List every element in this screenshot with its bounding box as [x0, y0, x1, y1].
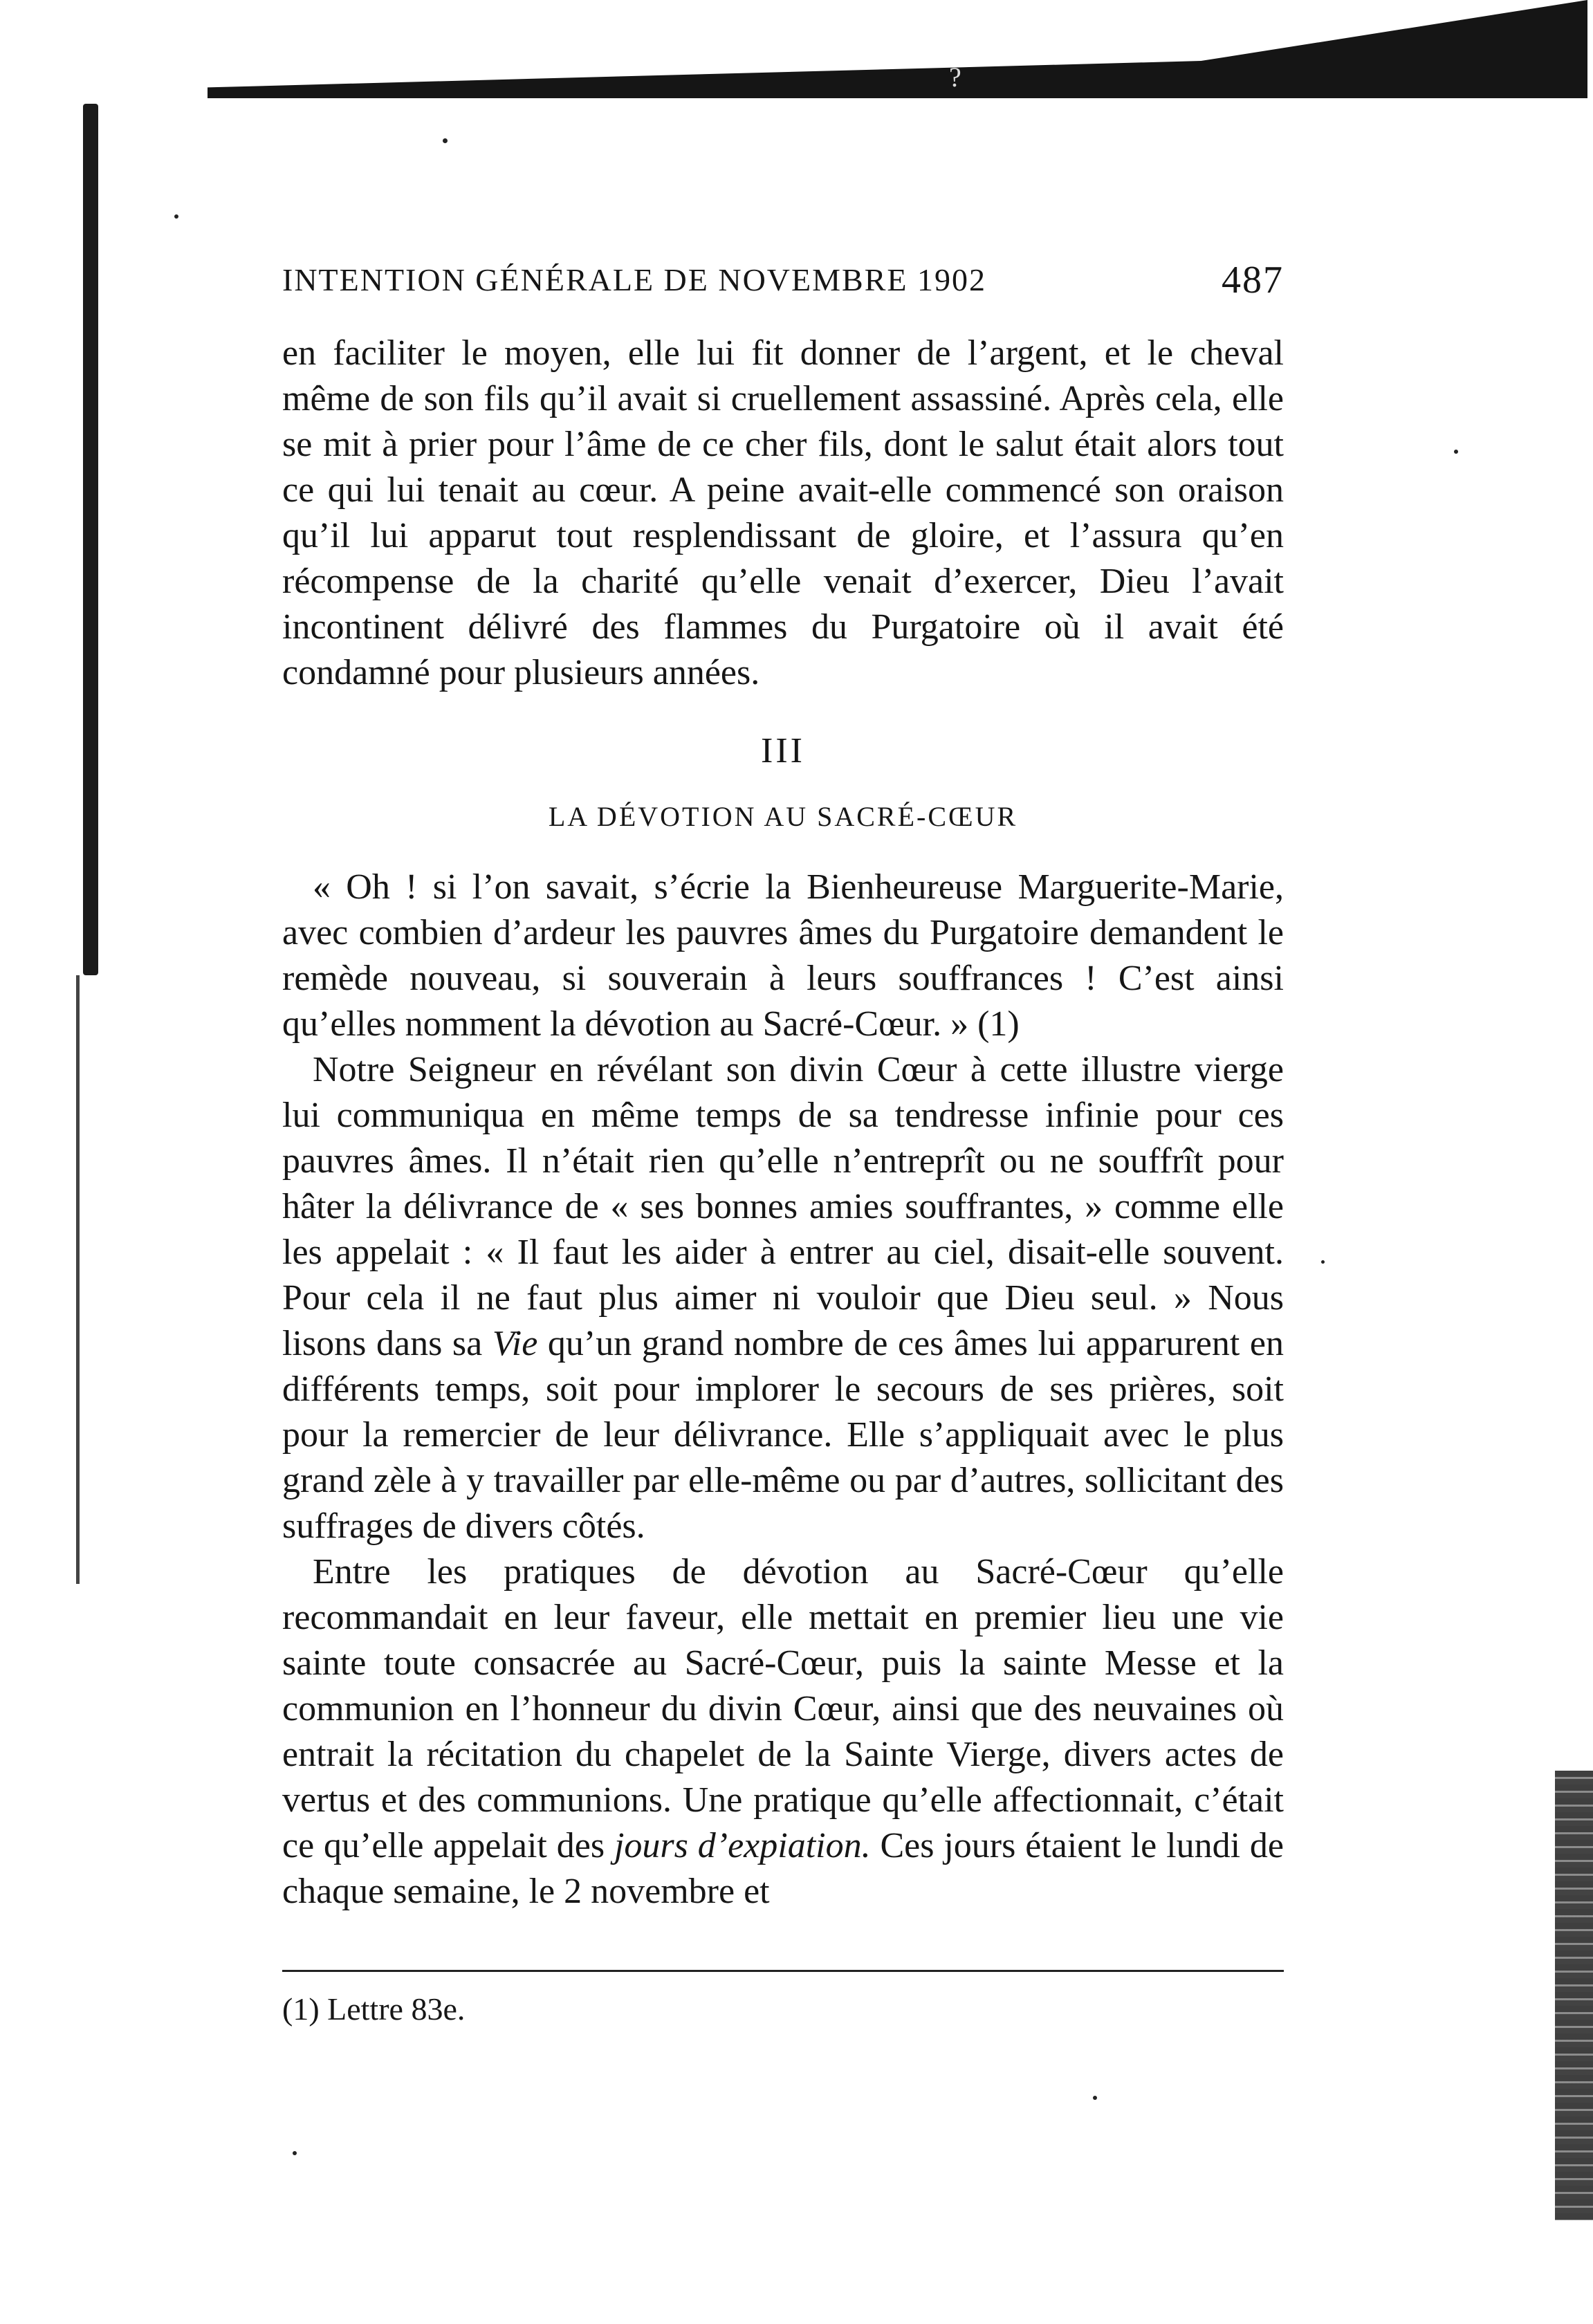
paragraph-4: [282, 1549, 1284, 1915]
paragraph-1: en faciliter le moyen, elle lui fit donner de l’argent, et le cheval même de son fils qu’il avait si cruellement assassiné. Après cela, elle se mit à prier pour l’âme de ce cher fils, dont le salut était alors tout ce qui lui tenait au cœur. A peine avait-elle commencé son oraison qu’il lui apparut tout resplendissant de gloire, et l’assura qu’en récompense de la charité qu’elle venait d’exercer, Dieu l’avait incontinent délivré des flammes du Purgatoire où il avait été condamné pour plusieurs années.: [282, 333, 1284, 692]
page-header: [282, 249, 1284, 311]
section-title: LA DÉVOTION AU SACRÉ-CŒUR: [548, 801, 1018, 832]
scan-edge-top: [208, 0, 1587, 98]
speck: [293, 2151, 297, 2155]
speck: [1321, 1260, 1325, 1264]
paragraph-4-text: Entre les pratiques de dévotion au Sacré-Cœur qu’elle recommandait en leur faveur, elle mettait en premier lieu une vie sainte toute consacrée au Sacré-Cœur, puis la sainte Messe et la communion en l’honneur du divin Cœur, ainsi que des neuvaines où entrait la récitation du chapelet de la Sainte Vierge, divers actes de vertus et des communions. Une pratique qu’elle affectionnait, c’était ce qu’elle appelait des: [282, 1552, 1284, 1865]
paragraph-3-italic: Vie: [492, 1324, 538, 1363]
paragraph-4-italic: jours d’expiation.: [614, 1826, 871, 1865]
speck: [1093, 2096, 1097, 2100]
scan-edge-left-thin: [76, 975, 80, 1584]
top-margin-mark: ?: [949, 62, 961, 93]
scan-edge-right: [1555, 1771, 1593, 2220]
paragraph-3-text: Notre Seigneur en révélant son divin Cœur à cette illustre vierge lui communiqua en même temps de sa tendresse infinie pour ces pauvres âmes. Il n’était rien qu’elle n’entreprît ou ne souffrît pour hâter la délivrance de « ses bonnes amies souffrantes, » comme elle les appelait : « Il faut les aider à entrer au ciel, disait-elle souvent. Pour cela il ne faut plus aimer ni vouloir que Dieu seul. » Nous lisons dans sa: [282, 1050, 1284, 1363]
speck: [1454, 450, 1458, 454]
paragraph-2: « Oh ! si l’on savait, s’écrie la Bienheureuse Marguerite-Marie, avec combien d’ardeur les pauvres âmes du Purgatoire demandent le remède nouveau, si souverain à leurs souffrances ! C’est ainsi qu’elles nomment la dévotion au Sacré-Cœur. » (1): [282, 867, 1284, 1044]
footnote: (1) Lettre 83e.: [282, 1991, 466, 2027]
scan-edge-left: [83, 104, 98, 975]
paragraphs-block: [282, 865, 1284, 1915]
paragraph-3-text-end: qu’un grand nombre de ces âmes lui apparurent en différents temps, soit pour implorer le secours de ses prières, soit pour la remercier de leur délivrance. Elle s’appliquait avec le plus grand zèle à y travailler par elle-même ou par d’autres, sollicitant des suffrages de divers côtés.: [282, 1324, 1284, 1546]
paragraph-3: [282, 1047, 1284, 1549]
paragraph-4-text-end: Ces jours étaient le lundi de chaque semaine, le 2 novembre et: [282, 1826, 1284, 1911]
speck: [443, 138, 448, 143]
paragraph-1-block: [282, 331, 1284, 696]
footnote-rule: [282, 1970, 1284, 1972]
running-title: INTENTION GÉNÉRALE DE NOVEMBRE 1902: [282, 262, 986, 297]
page-number: 487: [1222, 259, 1284, 302]
speck: [174, 214, 178, 219]
section-number: III: [761, 731, 805, 771]
